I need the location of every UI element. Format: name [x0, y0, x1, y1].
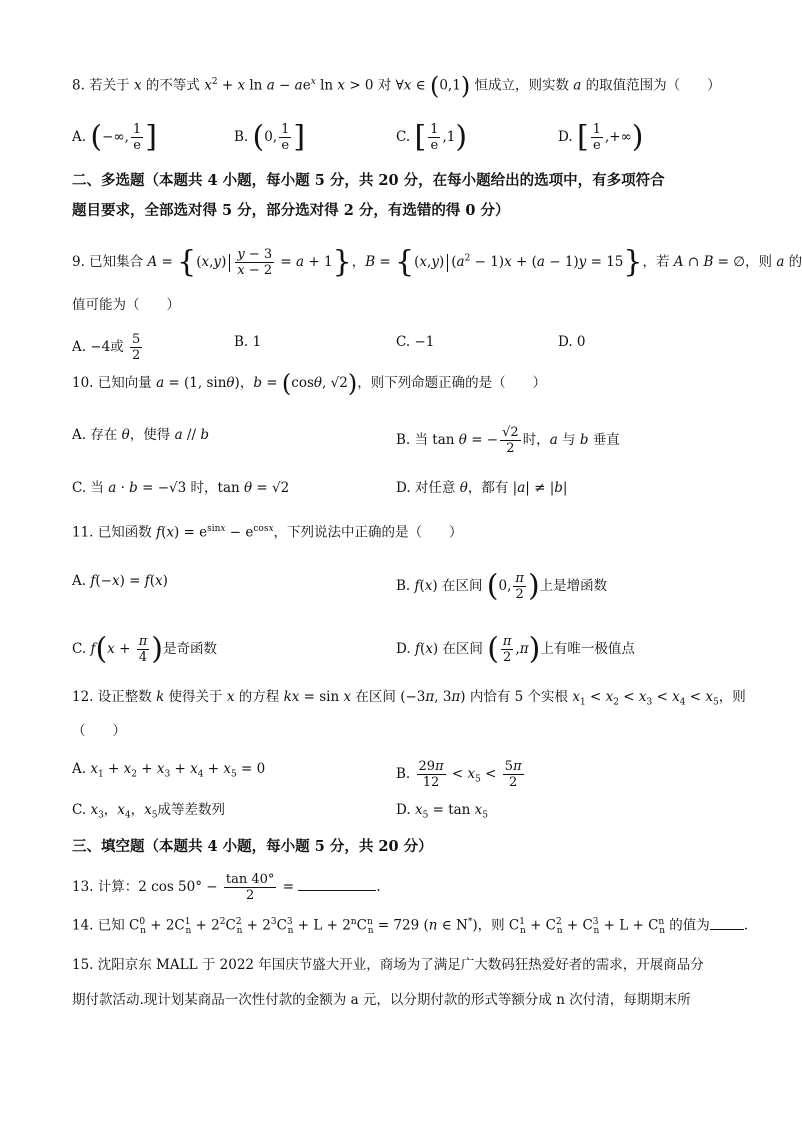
question-10-option-a: A. 存在 θ，使得 a // b [72, 427, 209, 443]
question-12-stem-continued: （ ） [72, 723, 126, 739]
section-2-heading-line-1: 二、多选题（本题共 4 小题，每小题 5 分，共 20 分，在每小题给出的选项中，有多项符合 [72, 172, 665, 189]
question-9-option-b: B. 1 [234, 334, 262, 350]
question-11-option-b: B. f(x) 在区间 (0, $\frac{\pi}{2}$ )上是增函数 [396, 568, 608, 604]
question-8-option-b: B. (0, $\frac{1}{e}$ ] [234, 119, 306, 155]
question-8-stem: 8. 若关于 x 的不等式 $x^2 + x$ $\ln a - ae^x$ ln x > 0 对 ∀x ∈ (0,1) 恒成立，则实数 a 的取值范围为（ ） [72, 72, 721, 100]
question-9-stem: 9. 已知集合 A = {(x,y) $\frac{y - 3}{x - 2}$ = a + 1}，B = {(x,y) $(a^2 - 1)x + (a - 1)y = 15$}，若 A ∩ B = ∅，则 a 的 [72, 244, 802, 280]
question-9-stem-continued: 值可能为（ ） [72, 297, 180, 313]
section-2-heading-line-2: 题目要求，全部选对得 5 分，部分选对得 2 分，有选错的得 0 分） [72, 202, 510, 219]
answer-blank[interactable] [710, 915, 744, 930]
question-12-option-a: A. $x_1 + x_2 + x_3 + x_4 + x_5 = 0$ [72, 761, 266, 780]
question-13-stem: 13. 计算：2 cos 50° − $\frac{\tan 40^\circ}{2}$ = . [72, 872, 381, 903]
question-11-stem: 11. 已知函数 $f(x) = e^{sinx} - e^{cosx}$，下列说法中正确的是（ ） [72, 524, 463, 541]
question-12-option-c: C. $x_3$，$x_4$，$x_5$成等差数列 [72, 802, 226, 821]
question-12-option-d: D. $x_5 = \tan x_5$ [396, 802, 489, 821]
question-10-option-d: D. 对任意 θ，都有 |a| ≠ |b| [396, 480, 568, 496]
question-12-option-b: B. $\frac{29\pi}{12}$ < $x_5$ < $\frac{5\pi}{2}$ [396, 759, 522, 790]
question-9-option-c: C. −1 [396, 334, 435, 350]
answer-blank[interactable] [298, 876, 376, 891]
question-14-stem: 14. 已知 $C^0_n + 2C^1_n + 2^2C^2_n + 2^3C^3_n + L + 2^nC^n_n = 729$ (n ∈ N*)，则 $C^1_n + C^2_n + C^3_n + L + C^n_n$ 的值为 . [72, 912, 748, 941]
question-10-stem: 10. 已知向量 a = (1, sinθ)，b = (cosθ, √2)，则下列命题正确的是（ ） [72, 369, 547, 398]
question-12-stem: 12. 设正整数 k 使得关于 x 的方程 kx = sin x 在区间 (−3π, 3π) 内恰有 5 个实根 $x_1 < x_2 < x_3 < x_4 < x_5$，则 [72, 689, 746, 708]
section-3-heading: 三、填空题（本题共 4 小题，每小题 5 分，共 20 分） [72, 838, 433, 855]
question-10-option-b: B. 当 tan θ = − $\frac{√2}{2}$ 时，a 与 b 垂直 [396, 425, 620, 456]
question-11-option-a: A. f(−x) = f(x) [72, 573, 168, 589]
question-11-option-c: C. f(x + $\frac{\pi}{4}$ )是奇函数 [72, 631, 217, 667]
question-15-line-2: 期付款活动.现计划某商品一次性付款的金额为 a 元，以分期付款的形式等额分成 n 次付清，每期期末所 [72, 992, 691, 1008]
question-11-option-d: D. f(x) 在区间 ( $\frac{\pi}{2}$ ,π)上有唯一极值点 [396, 631, 635, 667]
question-9-option-d: D. 0 [558, 334, 586, 350]
question-8-option-a: A. (−∞, $\frac{1}{e}$ ] [72, 119, 157, 155]
question-15-line-1: 15. 沈阳京东 MALL 于 2022 年国庆节盛大开业，商场为了满足广大数码狂热爱好者的需求，开展商品分 [72, 957, 704, 973]
question-8-option-d: D. [ $\frac{1}{e}$ ,+∞) [558, 119, 644, 155]
question-10-option-c: C. 当 a · b = −√3 时，tan θ = √2 [72, 480, 290, 496]
question-9-option-a: A. −4或 $\frac{5}{2}$ [72, 332, 141, 363]
question-8-option-c: C. [ $\frac{1}{e}$ ,1) [396, 119, 468, 155]
